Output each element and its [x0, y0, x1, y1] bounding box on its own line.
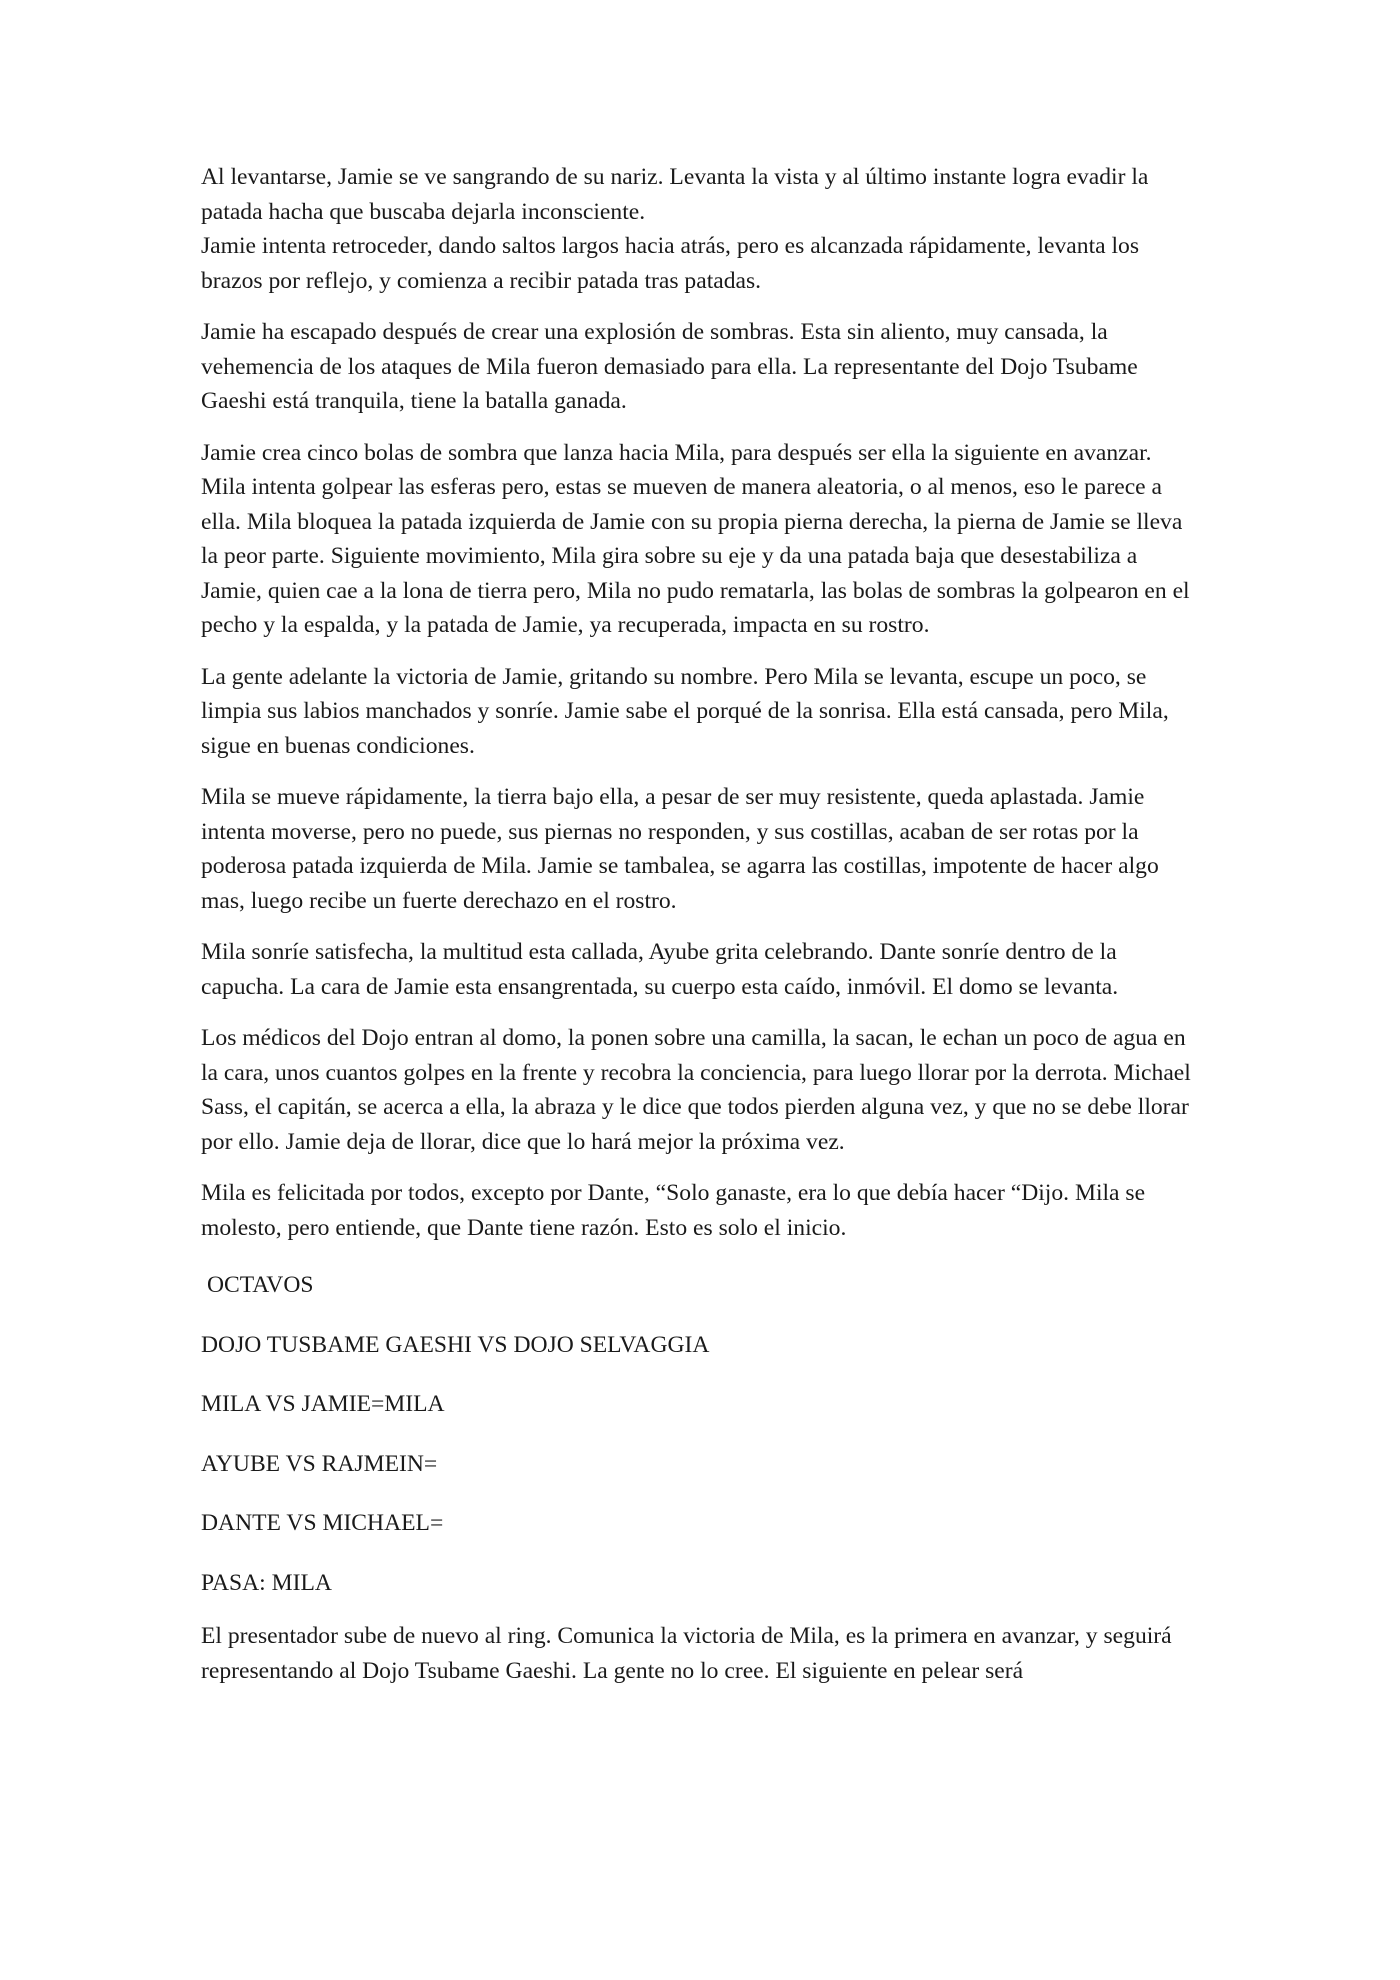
paragraph-6: Mila sonríe satisfecha, la multitud esta callada, Ayube grita celebrando. Dante sonríe dentro de la capucha. La cara de Jamie esta ensangrentada, su cuerpo esta caído, inmóvil. El domo se levanta.: [201, 939, 1119, 1000]
heading-match-mila-jamie: MILA VS JAMIE=MILA: [201, 1391, 445, 1417]
paragraph-4: La gente adelante la victoria de Jamie, gritando su nombre. Pero Mila se levanta, escupe un poco, se limpia sus labios manchados y sonríe. Jamie sabe el porqué de la sonrisa. Ella está cansada, pero Mila, sigue en buenas condiciones.: [201, 663, 1169, 759]
heading-octavos: OCTAVOS: [207, 1272, 314, 1298]
heading-dojo-matchup: DOJO TUSBAME GAESHI VS DOJO SELVAGGIA: [201, 1331, 710, 1358]
paragraph-5: Mila se mueve rápidamente, la tierra bajo ella, a pesar de ser muy resistente, queda aplastada. Jamie intenta moverse, pero no puede, sus piernas no responden, y sus costillas, acaban de ser rotas por la poderosa patada izquierda de Mila. Jamie se tambalea, se agarra las costillas, impotente de hacer algo mas, luego recibe un fuerte derechazo en el rostro.: [201, 784, 1159, 914]
paragraph-final: El presentador sube de nuevo al ring. Comunica la victoria de Mila, es la primera en avanzar, y seguirá representando al Dojo Tsubame Gaeshi. La gente no lo cree. El siguiente en pelear será: [201, 1623, 1172, 1684]
paragraph-1: Al levantarse, Jamie se ve sangrando de su nariz. Levanta la vista y al último instante logra evadir la patada hacha que buscaba dejarla inconsciente. Jamie intenta retroceder, dando saltos largos hacia atrás, pero es alcanzada rápidamente, levanta los brazos por reflejo, y comienza a recibir patada tras patadas.: [201, 164, 1149, 294]
paragraph-3: Jamie crea cinco bolas de sombra que lanza hacia Mila, para después ser ella la siguiente en avanzar. Mila intenta golpear las esferas pero, estas se mueven de manera aleatoria, o al menos, eso le parece a ella. Mila bloquea la patada izquierda de Jamie con su propia pierna derecha, la pierna de Jamie se lleva la peor parte. Siguiente movimiento, Mila gira sobre su eje y da una patada baja que desestabiliza a Jamie, quien cae a la lona de tierra pero, Mila no pudo rematarla, las bolas de sombras la golpearon en el pecho y la espalda, y la patada de Jamie, ya recuperada, impacta en su rostro.: [201, 439, 1190, 638]
heading-pasa: PASA: MILA: [201, 1569, 332, 1596]
paragraph-2: Jamie ha escapado después de crear una explosión de sombras. Esta sin aliento, muy cansada, la vehemencia de los ataques de Mila fueron demasiado para ella. La representante del Dojo Tsubame Gaeshi está tranquila, tiene la batalla ganada.: [201, 319, 1138, 414]
heading-match-ayube-rajmein: AYUBE VS RAJMEIN=: [201, 1450, 438, 1477]
paragraph-7: Los médicos del Dojo entran al domo, la ponen sobre una camilla, la sacan, le echan un poco de agua en la cara, unos cuantos golpes en la frente y recobra la conciencia, para luego llorar por la derrota. Michael Sass, el capitán, se acerca a ella, la abraza y le dice que todos pierden alguna vez, y que no se debe llorar por ello. Jamie deja de llorar, dice que lo hará mejor la próxima vez.: [201, 1025, 1191, 1155]
heading-match-dante-michael: DANTE VS MICHAEL=: [201, 1510, 444, 1536]
document-body: [201, 160, 1201, 1705]
paragraph-8: Mila es felicitada por todos, excepto por Dante, “Solo ganaste, era lo que debía hacer “Dijo. Mila se molesto, pero entiende, que Dante tiene razón. Esto es solo el inicio.: [201, 1180, 1146, 1241]
